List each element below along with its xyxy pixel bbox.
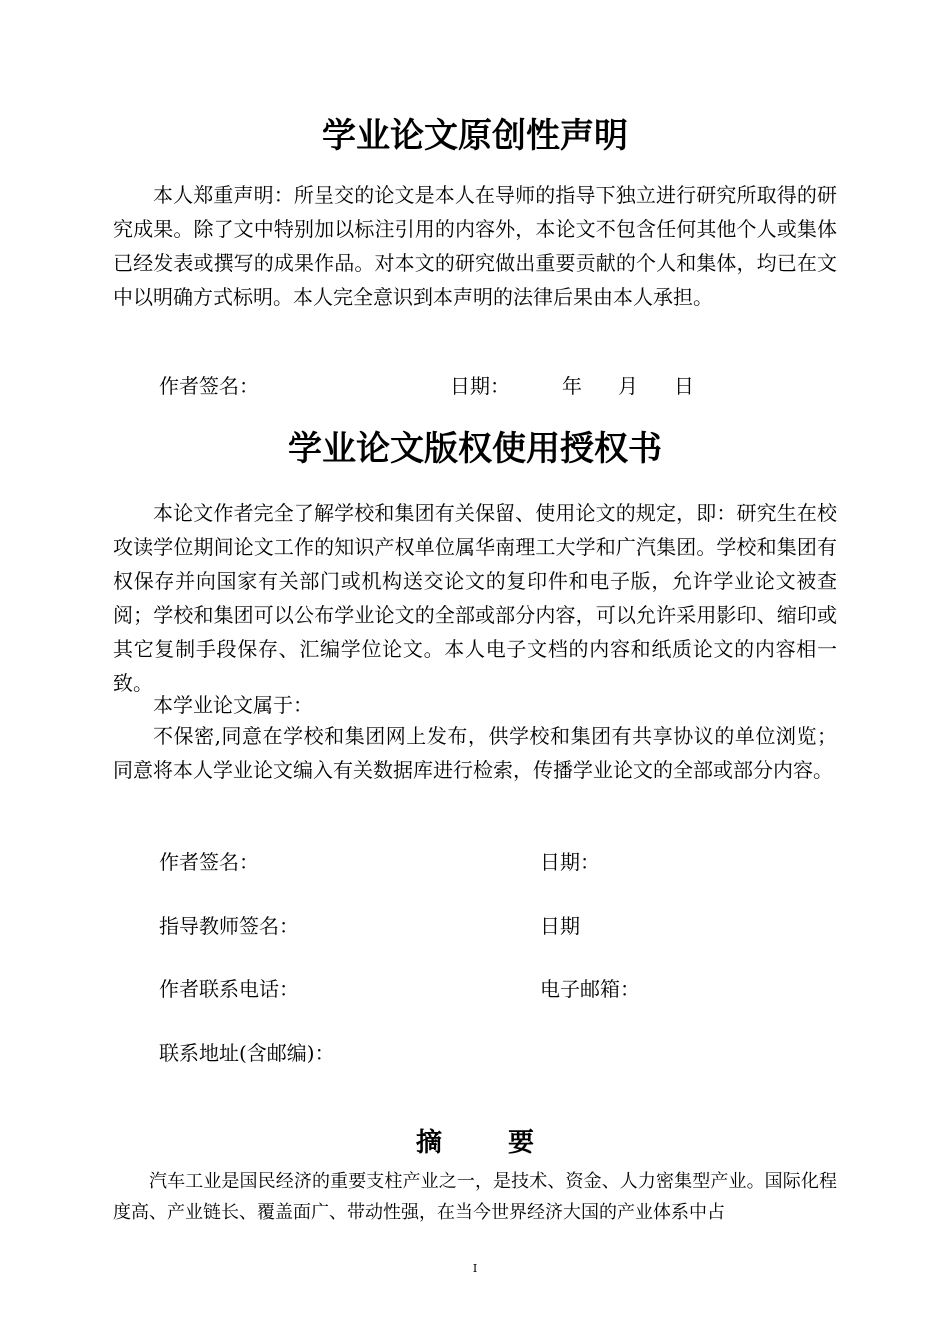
authorization-author-signature-label: 作者签名： (159, 850, 259, 874)
abstract-body: 汽车工业是国民经济的重要支柱产业之一，是技术、资金、人力密集型产业。国际化程度高、产业链长、覆盖面广、带动性强，在当今世界经济大国的产业体系中占 (113, 1171, 837, 1223)
abstract-title: 摘 要 (415, 1128, 554, 1158)
authorization-date-label: 日期： (540, 850, 600, 874)
authorization-title: 学业论文版权使用授权书 (288, 429, 662, 469)
declaration-title: 学业论文原创性声明 (322, 116, 628, 156)
address-label: 联系地址(含邮编)： (159, 1041, 335, 1065)
declaration-day-label: 日 (674, 374, 694, 398)
authorization-scope: 不保密,同意在学校和集团网上发布，供学校和集团有共享协议的单位浏览；同意将本人学业论文编入有关数据库进行检索，传播学业论文的全部或部分内容。 (113, 724, 837, 782)
declaration-body: 本人郑重声明：所呈交的论文是本人在导师的指导下独立进行研究所取得的研究成果。除了文中特别加以标注引用的内容外，本论文不包含任何其他个人或集体已经发表或撰写的成果作品。对本文的研究做出重要贡献的个人和集体，均已在文中以明确方式标明。本人完全意识到本声明的法律后果由本人承担。 (113, 183, 837, 309)
page-number: I (472, 1262, 478, 1275)
authorization-belongs-label: 本学业论文属于： (153, 693, 313, 717)
author-phone-label: 作者联系电话： (159, 977, 299, 1001)
authorization-body: 本论文作者完全了解学校和集团有关保留、使用论文的规定，即：研究生在校攻读学位期间论文工作的知识产权单位属华南理工大学和广汽集团。学校和集团有权保存并向国家有关部门或机构送交论文的复印件和电子版，允许学业论文被查阅；学校和集团可以公布学业论文的全部或部分内容，可以允许采用影印、缩印或其它复制手段保存、汇编学位论文。本人电子文档的内容和纸质论文的内容相一致。 (113, 501, 837, 695)
author-email-label: 电子邮箱： (540, 977, 640, 1001)
advisor-signature-label: 指导教师签名： (159, 914, 299, 938)
declaration-year-label: 年 (562, 374, 582, 398)
advisor-date-label: 日期 (540, 914, 580, 938)
declaration-author-signature-label: 作者签名： (159, 374, 259, 398)
declaration-date-label: 日期： (450, 374, 510, 398)
declaration-month-label: 月 (618, 374, 638, 398)
